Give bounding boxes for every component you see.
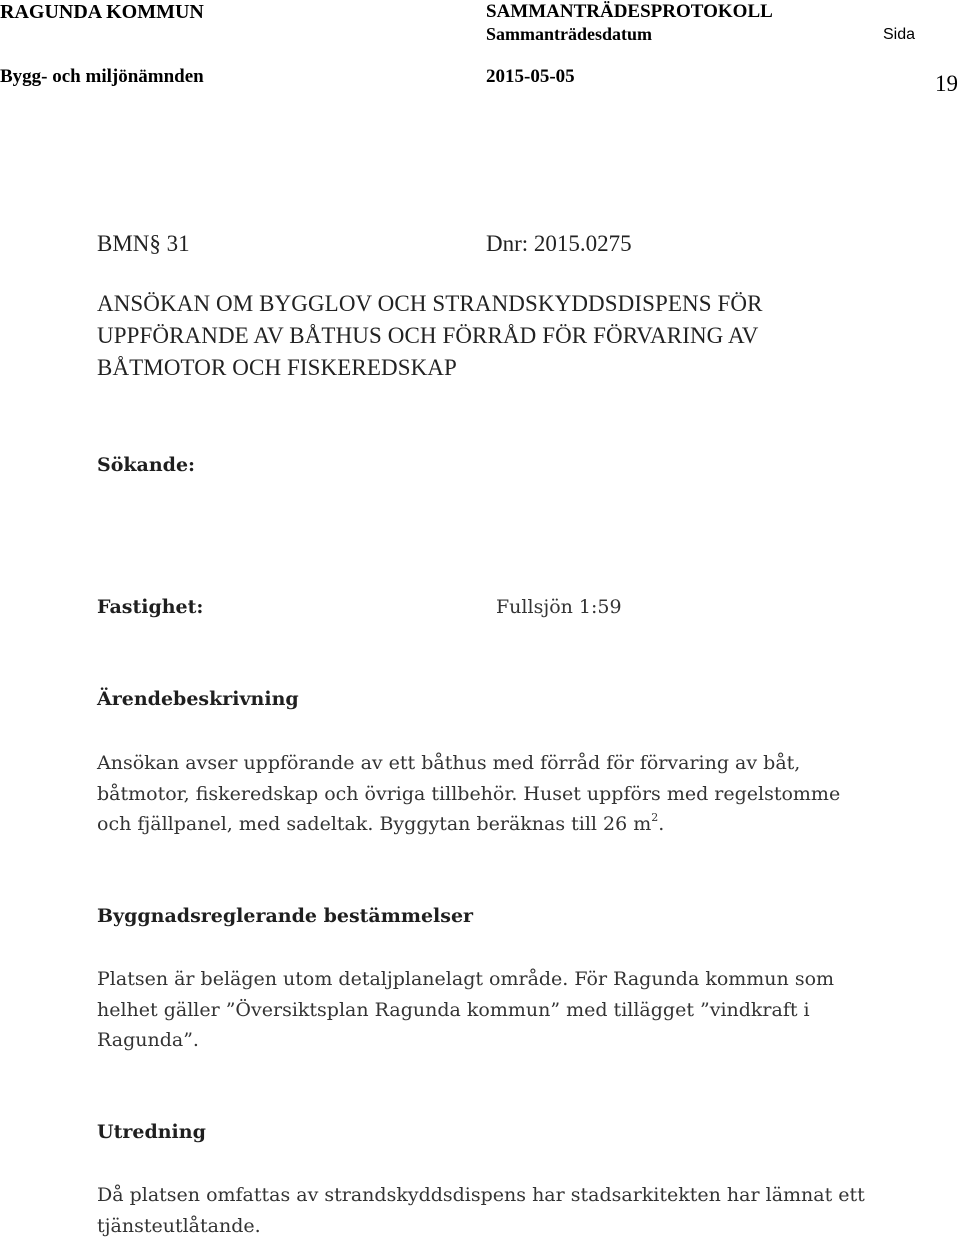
meeting-date-label: Sammanträdesdatum bbox=[486, 24, 653, 44]
page-label: Sida bbox=[883, 26, 916, 43]
document-type: SAMMANTRÄDESPROTOKOLL bbox=[486, 1, 773, 22]
section-number: BMN§ 31 bbox=[97, 231, 190, 256]
description-line: båtmotor, fiskeredskap och övriga tillbehör. Huset uppförs med regelstomme bbox=[97, 782, 841, 805]
org-name: RAGUNDA KOMMUN bbox=[0, 1, 204, 23]
investigation-heading: Utredning bbox=[97, 1121, 206, 1143]
regulations-line: Platsen är belägen utom detaljplanelagt område. För Ragunda kommun som bbox=[97, 968, 835, 990]
investigation-line: Då platsen omfattas av strandskyddsdispens har stadsarkitekten har lämnat ett bbox=[97, 1184, 865, 1206]
investigation-line: tjänsteutlåtande. bbox=[97, 1214, 261, 1237]
investigation-paragraph bbox=[97, 1180, 937, 1241]
regulations-heading: Byggnadsreglerande bestämmelser bbox=[97, 905, 474, 927]
property-value: Fullsjön 1:59 bbox=[496, 596, 622, 618]
committee-name: Bygg- och miljönämnden bbox=[0, 66, 204, 87]
description-heading: Ärendebeskrivning bbox=[97, 688, 299, 710]
regulations-line: Ragunda”. bbox=[97, 1029, 199, 1051]
property-label: Fastighet: bbox=[97, 596, 204, 618]
case-title-line-1: ANSÖKAN OM BYGGLOV OCH STRANDSKYDDSDISPENS FÖR bbox=[97, 291, 763, 316]
case-title-line-3: BÅTMOTOR OCH FISKEREDSKAP bbox=[97, 355, 457, 380]
area-unit-superscript: 2 bbox=[651, 811, 659, 824]
diary-number: Dnr: 2015.0275 bbox=[486, 231, 632, 256]
regulations-line: helhet gäller ”Översiktsplan Ragunda kommun” med tillägget ”vindkraft i bbox=[97, 998, 810, 1021]
meeting-date: 2015-05-05 bbox=[486, 66, 575, 87]
description-line-last bbox=[97, 809, 937, 840]
applicant-label: Sökande: bbox=[97, 454, 196, 476]
description-line: Ansökan avser uppförande av ett båthus med förråd för förvaring av båt, bbox=[97, 752, 801, 774]
description-paragraph bbox=[97, 748, 937, 840]
description-line-text: och fjällpanel, med sadeltak. Byggytan beräknas till 26 m bbox=[97, 813, 652, 835]
regulations-paragraph bbox=[97, 964, 937, 1056]
page-number: 19 bbox=[935, 71, 958, 96]
case-title-line-2: UPPFÖRANDE AV BÅTHUS OCH FÖRRÅD FÖR FÖRVARING AV bbox=[97, 323, 759, 348]
description-period: . bbox=[658, 813, 665, 835]
